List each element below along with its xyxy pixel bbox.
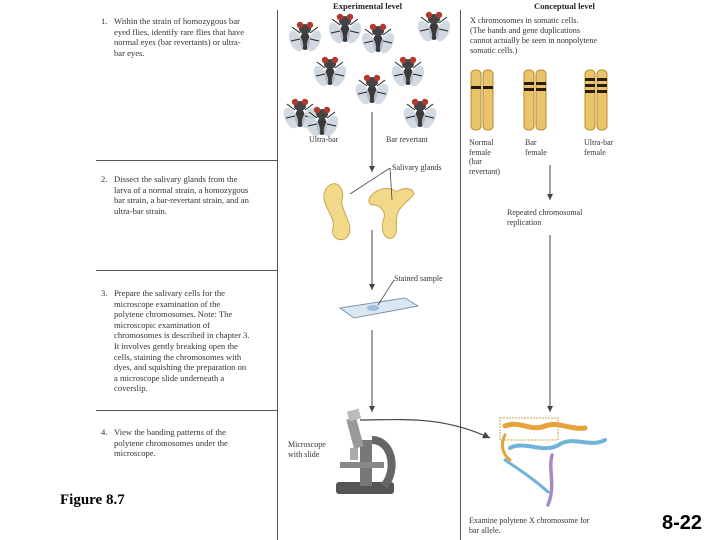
step-line: dyes, and squishing the preparation on — [114, 362, 247, 373]
examine-label — [469, 516, 589, 535]
note-line: cannot actually be seen in nonpolytene — [470, 36, 598, 45]
step-line: Dissect the salivary glands from the — [114, 174, 238, 184]
microscope-illustration — [336, 409, 394, 494]
salivary-glands-label: Salivary glands — [392, 163, 442, 172]
label-line: female — [525, 147, 547, 157]
ultrabar-chromosome — [585, 70, 607, 130]
stained-sample-label: Stained sample — [394, 274, 443, 283]
microscope-slide-illustration — [340, 280, 418, 318]
step-line: polytene chromosomes. Note: The — [114, 309, 233, 320]
microscope-label — [288, 440, 326, 459]
label-line: (bar — [469, 157, 482, 167]
step-number: 4. — [101, 427, 108, 437]
figure-caption: Figure 8.7 — [60, 492, 125, 508]
step-line: chromosomes is described in chapter 3. — [114, 330, 250, 341]
step-line: It involves gently breaking open the — [114, 340, 238, 351]
step-line: bar eyes. — [114, 47, 145, 58]
step-number: 2. — [101, 174, 108, 184]
fly-icons — [281, 12, 453, 139]
x-chromosomes — [471, 70, 607, 130]
bar-female-label — [525, 138, 547, 157]
salivary-glands-illustration — [324, 168, 414, 240]
step-line: Within the strain of homozygous bar — [114, 16, 240, 26]
label-line: female — [584, 147, 606, 157]
bar-revertant-label: Bar revertant — [386, 135, 428, 144]
experimental-level-header: Experimental level — [333, 1, 402, 11]
label-line: replication — [507, 217, 542, 227]
replication-label — [507, 208, 582, 227]
step-line: microscope. — [114, 448, 156, 459]
step-line: bar strain, a bar-revertant strain, and an — [114, 195, 249, 206]
step-line: eyed flies, identify rare flies that have — [114, 26, 245, 37]
step-number: 3. — [101, 288, 108, 298]
normal-chromosome — [471, 70, 493, 130]
label-line: Ultra-bar — [584, 138, 614, 147]
label-line: Examine polytene X chromosome for — [469, 516, 590, 525]
label-line: revertant) — [469, 166, 501, 176]
slide-number: 8-22 — [662, 512, 703, 534]
normal-female-label — [469, 138, 500, 176]
step-line: polytene chromosomes under the — [114, 437, 228, 448]
step-line: Prepare the salivary cells for the — [114, 288, 225, 298]
step-line: cells, staining the chromosomes with — [114, 351, 242, 362]
step-line: microscopic examination of — [114, 319, 210, 330]
label-line: Bar — [525, 138, 537, 147]
step-line: microscope examination of the — [114, 298, 221, 309]
note-line: X chromosomes in somatic cells. — [470, 16, 579, 25]
label-line: Repeated chromosomal — [507, 208, 583, 217]
step-line: ultra-bar strain. — [114, 205, 167, 216]
note-line: somatic cells.) — [470, 46, 518, 55]
note-line: (The bands and gene duplications — [470, 26, 581, 35]
arrow-microscope-to-polytene — [360, 420, 490, 438]
step-number: 1. — [101, 16, 108, 26]
conceptual-level-header: Conceptual level — [534, 1, 595, 11]
ultrabar-female-label — [584, 138, 613, 157]
label-line: Normal — [469, 138, 494, 147]
label-line: female — [469, 147, 491, 157]
label-line: bar allele. — [469, 525, 501, 535]
step-line: larva of a normal strain, a homozygous — [114, 184, 249, 195]
ultra-bar-label: Ultra-bar — [309, 135, 339, 144]
polytene-chromosomes — [500, 418, 605, 505]
microscope-label-line: Microscope — [288, 440, 326, 449]
step-line: coverslip. — [114, 383, 148, 394]
step-line: a microscope slide underneath a — [114, 372, 225, 383]
step-line: normal eyes (bar revertants) or ultra- — [114, 37, 241, 48]
bar-chromosome — [524, 70, 546, 130]
microscope-label-line: with slide — [288, 449, 320, 459]
step-line: View the banding patterns of the — [114, 427, 226, 437]
x-chromosome-note — [470, 16, 718, 56]
